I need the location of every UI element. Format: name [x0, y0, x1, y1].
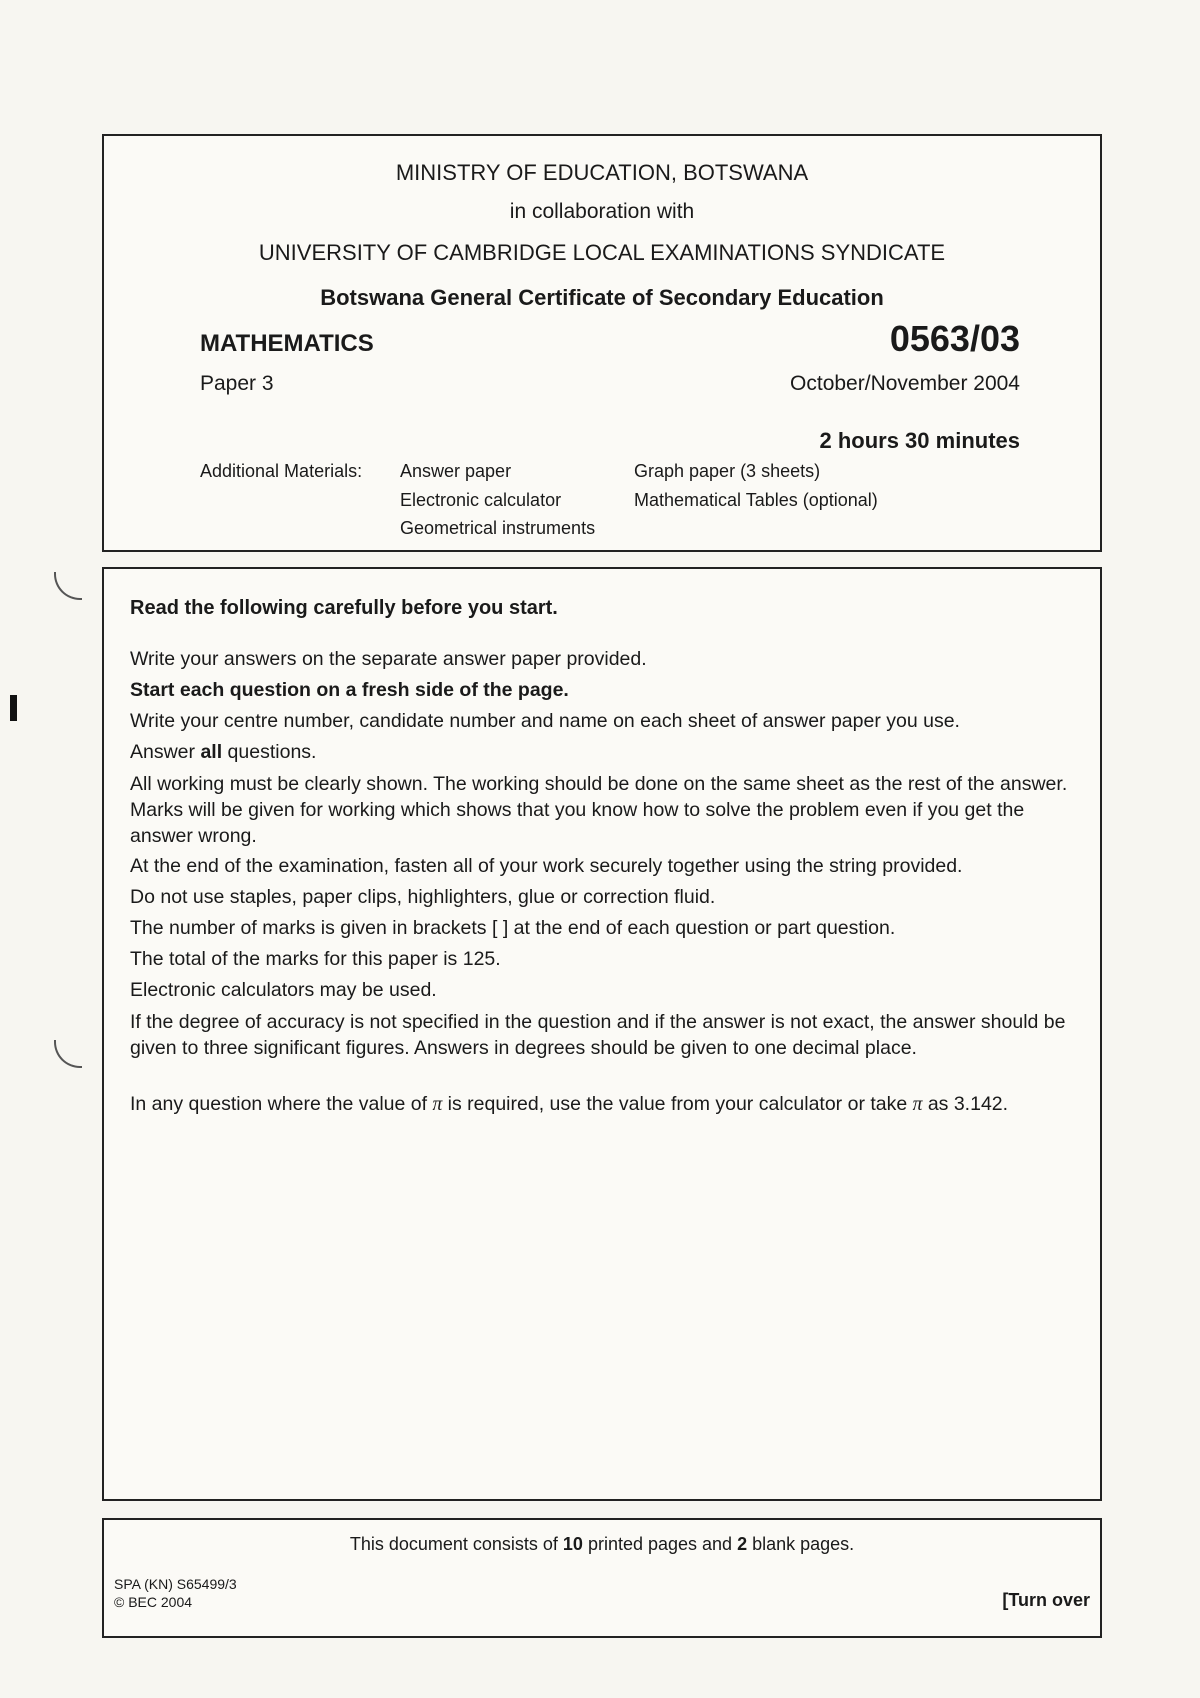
pi-symbol: π: [432, 1094, 443, 1115]
instructions-box: [102, 567, 1102, 1501]
material-item: Answer paper: [400, 461, 512, 481]
instruction-paragraph: All working must be clearly shown. The working should be done on the same sheet as the rest of the answer. Marks will be given for working which shows that you know how to solve the problem even if you get the answer wrong.: [130, 773, 1068, 847]
scan-mark: [10, 695, 17, 721]
punch-hole-mark-bottom: [54, 1040, 82, 1068]
footer-box: [102, 1518, 1102, 1638]
cover-header-box: [102, 134, 1102, 552]
reference-code: SPA (KN) S65499/3: [114, 1576, 237, 1592]
material-item: Graph paper (3 sheets): [634, 461, 821, 481]
instruction-emphasis: all: [200, 741, 223, 763]
blank-page-count: 2: [737, 1534, 748, 1554]
instruction-line: Do not use staples, paper clips, highlighters, glue or correction fluid.: [130, 886, 716, 908]
certificate-title: Botswana General Certificate of Secondary Education: [320, 285, 884, 310]
syndicate-title: UNIVERSITY OF CAMBRIDGE LOCAL EXAMINATIONS SYNDICATE: [258, 240, 946, 265]
instruction-text: as 3.142.: [922, 1093, 1009, 1115]
footer-text: printed pages and: [582, 1534, 738, 1554]
instruction-line: Write your answers on the separate answer paper provided.: [130, 648, 647, 670]
materials-label: Additional Materials:: [200, 461, 363, 481]
instruction-line: [130, 739, 1080, 765]
instruction-line: The number of marks is given in brackets [ ] at the end of each question or part question.: [130, 917, 896, 939]
collaboration-text: in collaboration with: [509, 200, 695, 223]
instruction-text: questions.: [222, 741, 317, 763]
copyright-notice: © BEC 2004: [114, 1594, 193, 1610]
footer-text: blank pages.: [747, 1534, 855, 1554]
turn-over-note: [Turn over: [1002, 1590, 1090, 1610]
instruction-line: Start each question on a fresh side of the page.: [130, 679, 569, 701]
printed-page-count: 10: [562, 1534, 583, 1554]
material-item: Geometrical instruments: [400, 518, 596, 538]
ministry-title: MINISTRY OF EDUCATION, BOTSWANA: [395, 160, 809, 185]
instruction-text: is required, use the value from your calculator or take: [442, 1093, 913, 1115]
instruction-line: The total of the marks for this paper is 125.: [130, 948, 501, 970]
instruction-paragraph: If the degree of accuracy is not specified in the question and if the answer is not exact, the answer should be given to three significant figures. Answers in degrees should be given to one decimal place.: [130, 1011, 1066, 1059]
paper-code: 0563/03: [889, 318, 1020, 359]
punch-hole-mark-top: [54, 572, 82, 600]
footer-text: This document consists of: [349, 1534, 563, 1554]
material-item: Electronic calculator: [400, 490, 562, 510]
exam-duration: 2 hours 30 minutes: [819, 428, 1020, 453]
pi-symbol: π: [912, 1094, 923, 1115]
instruction-paragraph: [130, 1091, 1080, 1118]
instruction-line: Electronic calculators may be used.: [130, 979, 437, 1001]
exam-session: October/November 2004: [790, 372, 1020, 395]
page-count-note: [104, 1534, 1100, 1555]
material-item: Mathematical Tables (optional): [634, 490, 878, 510]
paper-number: Paper 3: [200, 372, 274, 395]
instruction-text: Answer: [130, 741, 201, 763]
instructions-heading: Read the following carefully before you start.: [130, 597, 558, 619]
instruction-text: In any question where the value of: [130, 1093, 433, 1115]
instruction-line: Write your centre number, candidate number and name on each sheet of answer paper you use.: [130, 710, 960, 732]
subject-title: MATHEMATICS: [200, 330, 374, 357]
instruction-line: At the end of the examination, fasten all of your work securely together using the string provided.: [130, 855, 963, 877]
